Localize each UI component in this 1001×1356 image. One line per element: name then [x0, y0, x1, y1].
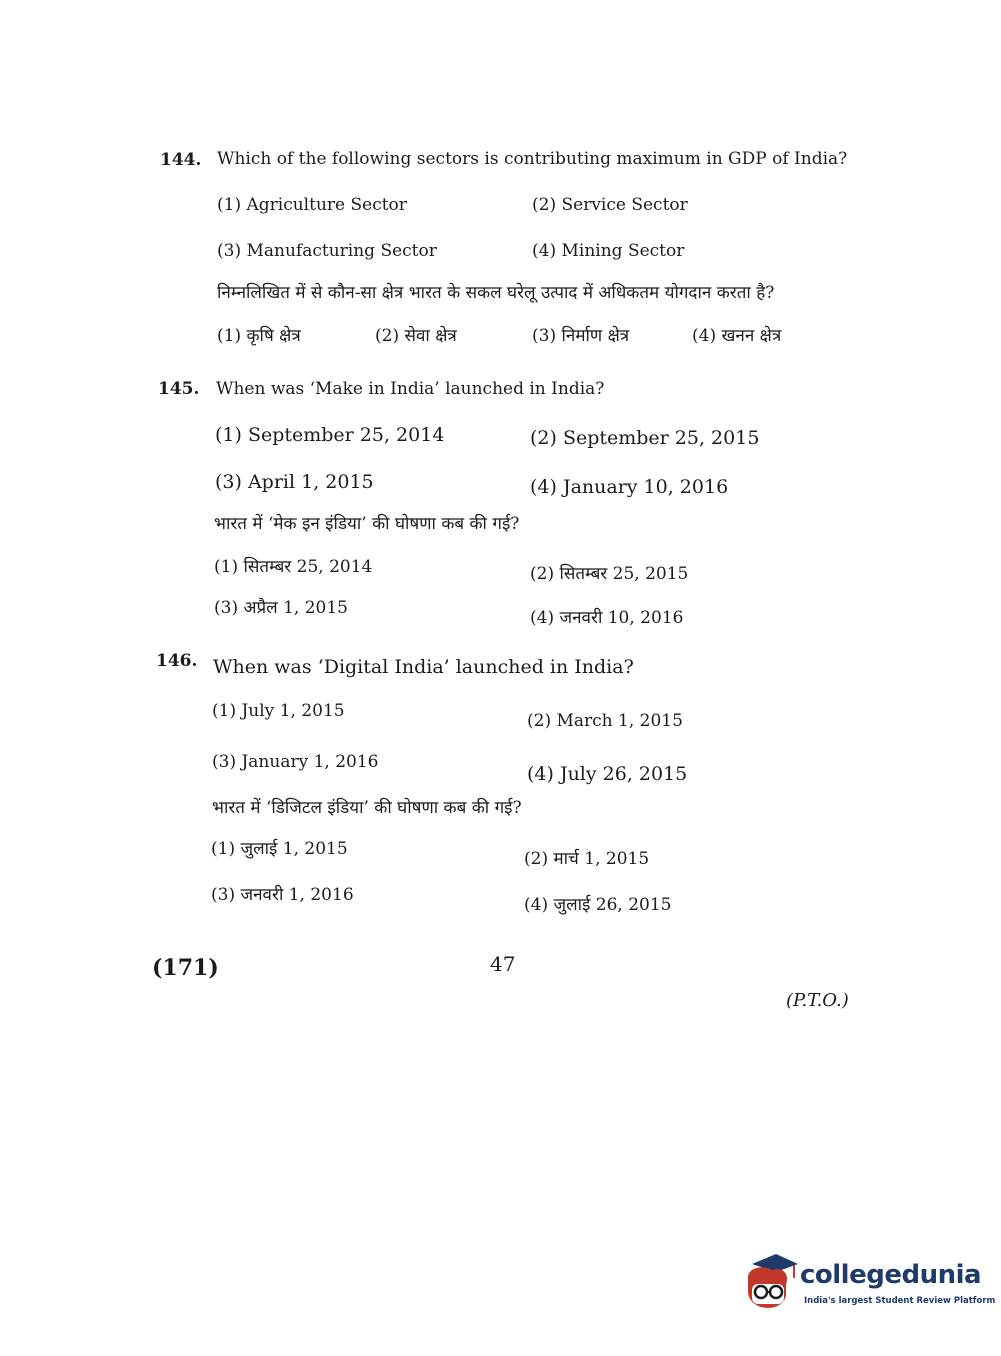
hindi-option-3: (3) जनवरी 1, 2016 — [211, 885, 354, 905]
logo-wordmark: collegedunia — [800, 1260, 982, 1290]
hindi-option-4: (4) खनन क्षेत्र — [692, 326, 782, 346]
question-number: 146. — [156, 651, 198, 671]
option-3: (3) April 1, 2015 — [215, 471, 374, 493]
hindi-option-1: (1) कृषि क्षेत्र — [217, 326, 301, 346]
question-text: Which of the following sectors is contributing maximum in GDP of India? — [217, 149, 848, 169]
option-4: (4) January 10, 2016 — [530, 476, 729, 498]
option-1: (1) Agriculture Sector — [217, 195, 407, 215]
option-3: (3) January 1, 2016 — [212, 752, 379, 772]
question-number: 145. — [158, 379, 200, 399]
page-number: 47 — [490, 952, 516, 976]
hindi-option-4: (4) जुलाई 26, 2015 — [524, 895, 672, 915]
option-1: (1) September 25, 2014 — [215, 424, 445, 446]
option-2: (2) March 1, 2015 — [527, 711, 683, 731]
question-text: When was ‘Make in India’ launched in India? — [216, 379, 605, 399]
hindi-option-1: (1) जुलाई 1, 2015 — [211, 839, 348, 859]
hindi-option-2: (2) सितम्बर 25, 2015 — [530, 564, 689, 584]
question-number: 144. — [160, 150, 202, 170]
mascot-icon — [742, 1250, 800, 1312]
hindi-question-text: भारत में ‘मेक इन इंडिया’ की घोषणा कब की गई? — [214, 514, 520, 534]
hindi-option-1: (1) सितम्बर 25, 2014 — [214, 557, 373, 577]
option-4: (4) Mining Sector — [532, 241, 685, 261]
option-3: (3) Manufacturing Sector — [217, 241, 437, 261]
hindi-option-4: (4) जनवरी 10, 2016 — [530, 608, 684, 628]
hindi-option-2: (2) सेवा क्षेत्र — [375, 326, 457, 346]
question-text: When was ‘Digital India’ launched in India? — [213, 656, 634, 678]
logo-tagline: India's largest Student Review Platform — [804, 1296, 996, 1306]
hindi-question-text: निम्नलिखित में से कौन-सा क्षेत्र भारत के सकल घरेलू उत्पाद में अधिकतम योगदान करता है? — [217, 283, 775, 303]
hindi-option-3: (3) अप्रैल 1, 2015 — [214, 598, 348, 618]
hindi-option-3: (3) निर्माण क्षेत्र — [532, 326, 630, 346]
option-2: (2) Service Sector — [532, 195, 688, 215]
pto-note: (P.T.O.) — [786, 990, 849, 1011]
option-2: (2) September 25, 2015 — [530, 427, 760, 449]
option-4: (4) July 26, 2015 — [527, 763, 688, 785]
option-1: (1) July 1, 2015 — [212, 701, 345, 721]
hindi-question-text: भारत में ‘डिजिटल इंडिया’ की घोषणा कब की गई? — [212, 798, 522, 818]
collegedunia-logo — [742, 1250, 996, 1312]
paper-code: (171) — [152, 955, 219, 981]
hindi-option-2: (2) मार्च 1, 2015 — [524, 849, 650, 869]
